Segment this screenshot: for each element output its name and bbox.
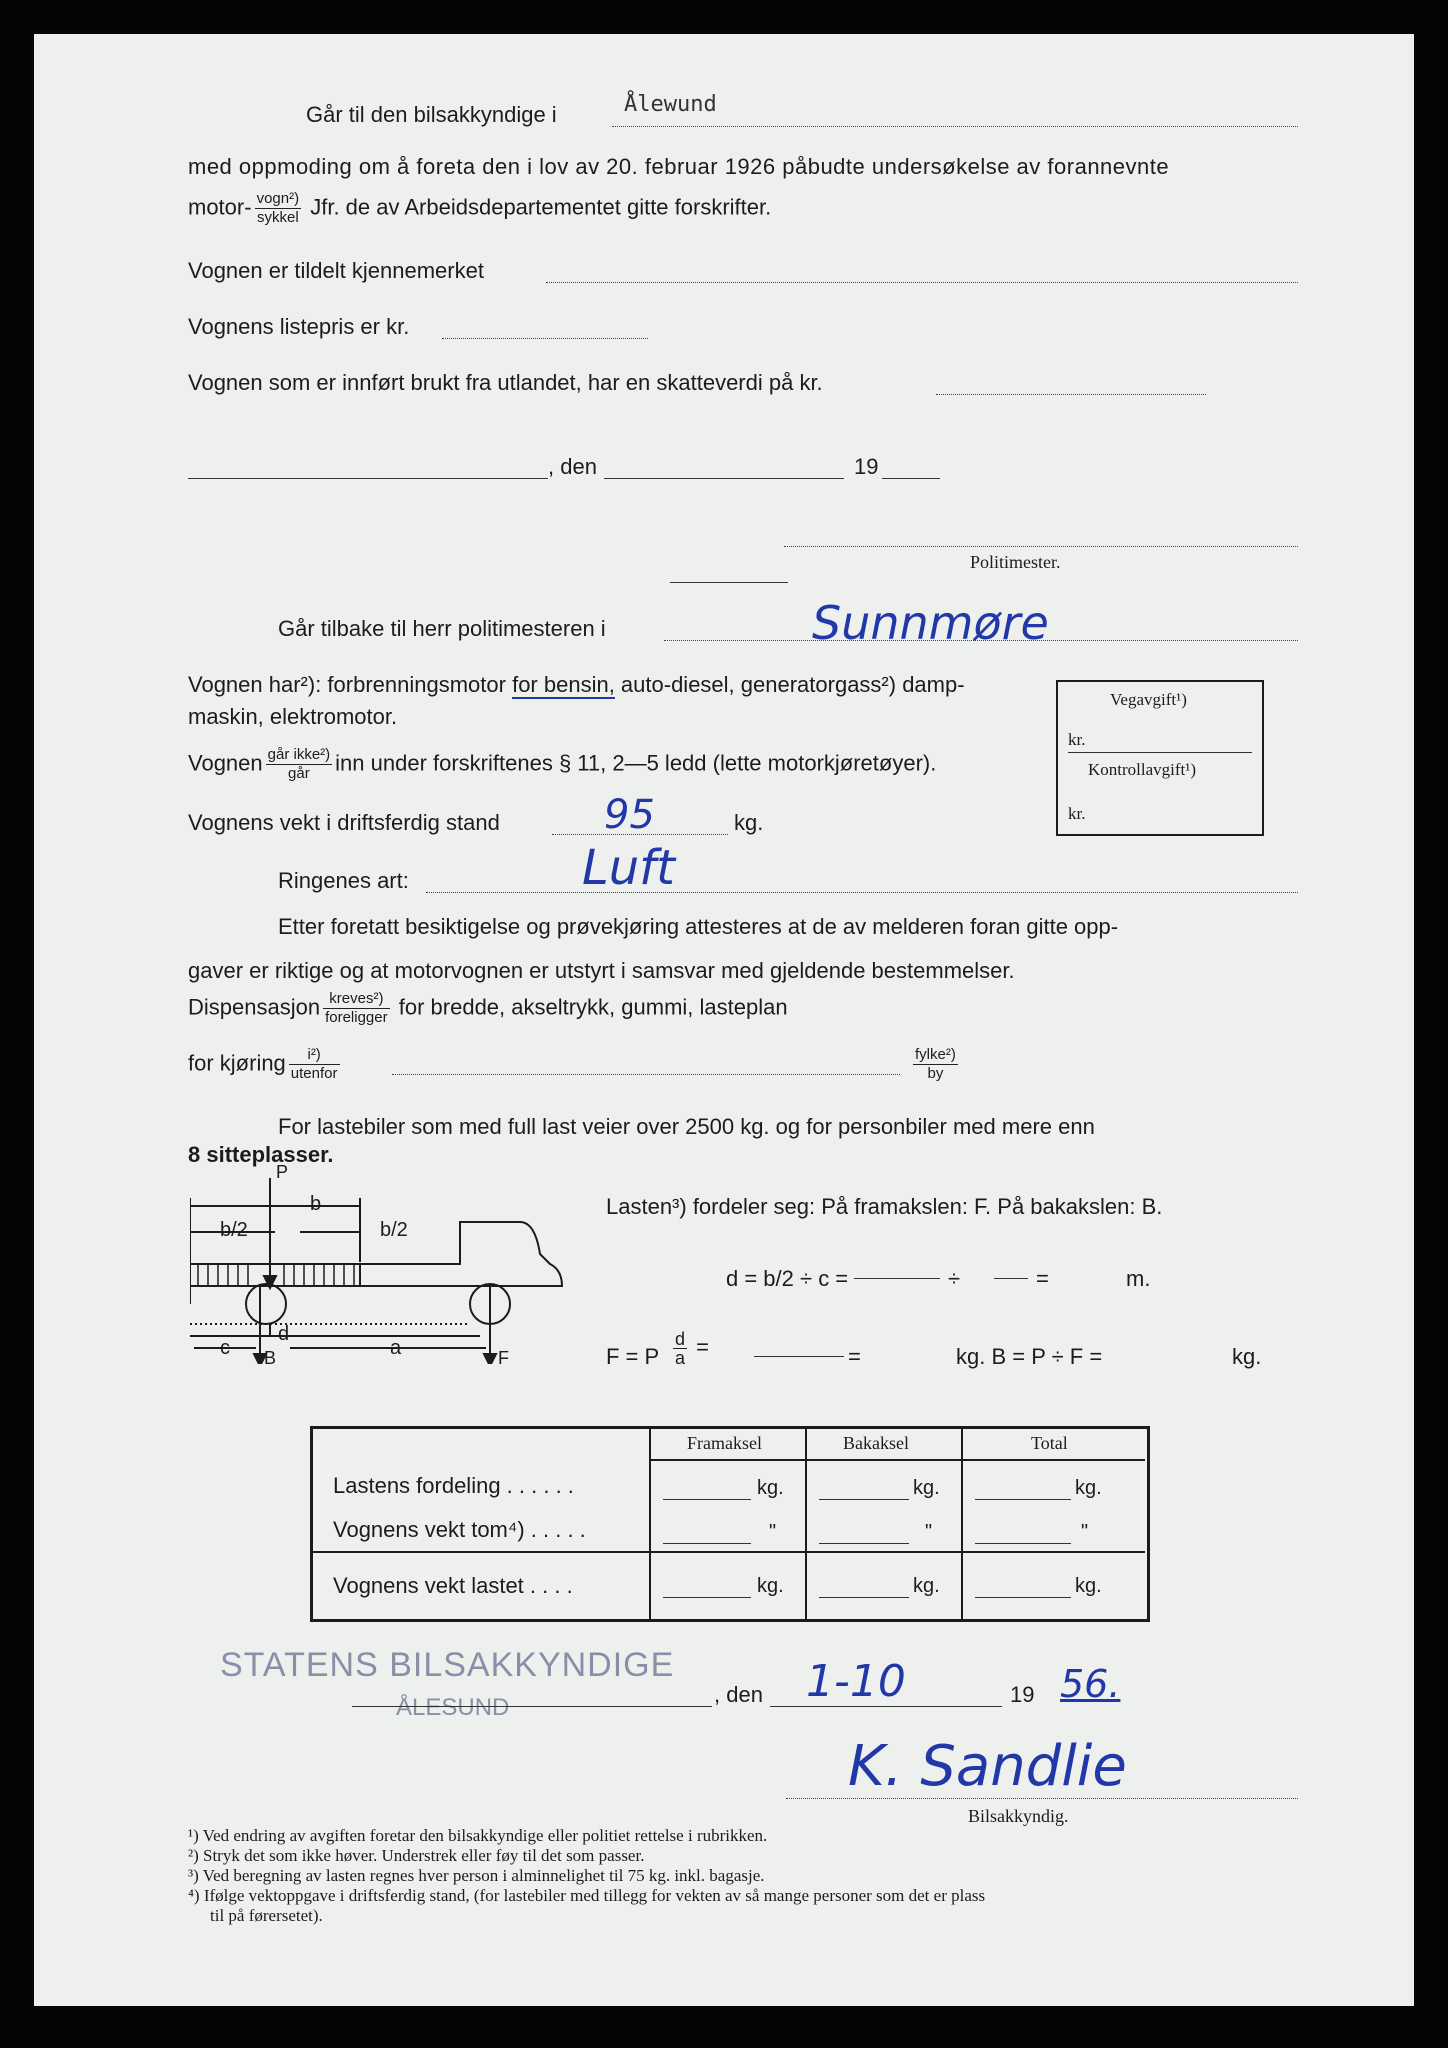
- bilsakkyndig-signature: K. Sandlie: [848, 1734, 1127, 1799]
- d-over-a-fraction: $\frac{d}{a}$: [675, 1329, 686, 1368]
- weight-value: 95: [604, 792, 655, 838]
- diagram-label-d: d: [278, 1323, 290, 1345]
- engine-underlined: for bensin,: [512, 672, 615, 697]
- attest-line1: Etter foretatt besiktigelse og prøvekjøring attesteres at de av melderen foran gitte opp-: [278, 914, 1119, 939]
- table-divider-3: [961, 1429, 963, 1619]
- header-line1: [306, 102, 557, 128]
- row-lastens-fordeling: Lastens fordeling . . . . . .: [333, 1473, 574, 1498]
- fylke-by-fraction: $\frac{\text{fylke²)}}{by}$: [915, 1046, 956, 1082]
- unit-r2-c3: ": [1081, 1521, 1089, 1543]
- year-prefix-2: 19: [1010, 1682, 1035, 1707]
- weight-label: Vognens vekt i driftsferdig stand: [188, 810, 500, 835]
- year-value: 56.: [1060, 1662, 1121, 1706]
- table-row-rule: [313, 1551, 1145, 1553]
- load-distribution-text: Lasten³) fordeler seg: På framakslen: F. På bakakslen: B.: [606, 1194, 1163, 1219]
- stamp-place-line[interactable]: [352, 1706, 712, 1707]
- stamp-line2: ÅLESUND: [396, 1694, 510, 1721]
- footnote-5: til på førersetet).: [210, 1906, 323, 1925]
- row-vekt-tom: Vognens vekt tom⁴) . . . . .: [333, 1517, 586, 1542]
- light-vehicle-line: Vognen $\frac{\text{går ikke²)}}{\text{går}}$ inn under forskriftenes § 11, 2—5 ledd (lette motorkjøretøyer).: [188, 746, 937, 782]
- diagram-label-b2a: b/2: [220, 1219, 248, 1241]
- footnote-4: ⁴) Ifølge vektoppgave i driftsferdig stand, (for lastebiler med tillegg for vekten av så mange personer som det er plass: [188, 1886, 986, 1905]
- attest-line2: gaver er riktige og at motorvognen er utstyrt i samsvar med gjeldende bestemmelser.: [188, 958, 1015, 983]
- diagram-label-p: P: [276, 1164, 289, 1182]
- date-value: 1-10: [806, 1656, 906, 1707]
- unit-r2-c1: ": [769, 1521, 777, 1543]
- cell-r1-c1[interactable]: [663, 1499, 751, 1500]
- formula-f-field1[interactable]: [754, 1356, 844, 1357]
- form-page: [34, 34, 1414, 2006]
- vegavgift-label: Vegavgift¹): [1110, 690, 1187, 709]
- footnote-3: ³) Ved beregning av lasten regnes hver person i alminnelighet til 75 kg. inkl. bagasje.: [188, 1866, 765, 1885]
- cell-r1-c2[interactable]: [819, 1499, 909, 1500]
- footnote-2: ²) Stryk det som ikke høver. Understrek eller føy til det som passer.: [188, 1846, 645, 1865]
- formula-d-eq: =: [1036, 1266, 1049, 1291]
- den-label-1: , den: [548, 454, 597, 479]
- diagram-label-f: F: [498, 1348, 509, 1364]
- driving-line: for kjøring $\frac{\text{i²)}}{\text{utenfor}}$: [188, 1046, 338, 1082]
- unit-r1-c2: kg.: [913, 1477, 940, 1499]
- place-field-1[interactable]: [188, 478, 548, 479]
- formula-d-div: ÷: [948, 1266, 961, 1291]
- date-field-1[interactable]: [604, 478, 844, 479]
- formula-d-field1[interactable]: [854, 1278, 940, 1279]
- diagram-label-bb: B: [264, 1348, 277, 1364]
- gar-fraction: $\frac{\text{går ikke²)}}{\text{går}}$: [267, 746, 331, 782]
- col-total: Total: [1031, 1433, 1068, 1453]
- formula-f-mid: kg. B = P ÷ F =: [956, 1344, 1103, 1369]
- truck-line1: For lastebiler som med full last veier over 2500 kg. og for personbiler med mere enn: [278, 1114, 1095, 1139]
- row-vekt-lastet: Vognens vekt lastet . . . .: [333, 1573, 573, 1598]
- unit-r3-c1: kg.: [757, 1575, 784, 1597]
- formula-d: d = b/2 ÷ c =: [726, 1266, 849, 1291]
- table-divider-1: [649, 1429, 651, 1619]
- diagram-label-a: a: [390, 1337, 402, 1359]
- kontrollavgift-label: Kontrollavgift¹): [1088, 760, 1197, 779]
- skatteverdi-field[interactable]: [936, 394, 1206, 395]
- kontrollavgift-kr: kr.: [1068, 804, 1086, 823]
- table-divider-2: [805, 1429, 807, 1619]
- year-prefix-1: 19: [854, 454, 879, 479]
- cell-r3-c3[interactable]: [975, 1597, 1071, 1598]
- fee-box: [1056, 680, 1264, 836]
- separator-rule: [670, 582, 788, 583]
- unit-r3-c2: kg.: [913, 1575, 940, 1597]
- bilsakkyndig-label: Bilsakkyndig.: [968, 1806, 1069, 1826]
- vogn-sykkel-fraction: $\frac{\text{vogn²)}}{\text{sykkel}}$: [256, 190, 300, 226]
- engine-line2: maskin, elektromotor.: [188, 704, 398, 729]
- cell-r1-c3[interactable]: [975, 1499, 1071, 1500]
- diagram-label-c: c: [220, 1337, 230, 1359]
- den-label-2: , den: [714, 1682, 763, 1707]
- unit-r1-c3: kg.: [1075, 1477, 1102, 1499]
- driving-line-field[interactable]: [392, 1074, 900, 1075]
- return-handwritten-place: Sunnmøre: [812, 596, 1049, 650]
- dispensation-line: Dispensasjon $\frac{\text{kreves²)}}{\text{foreligger}}$ for bredde, akseltrykk, gummi, lasteplan: [188, 990, 788, 1026]
- cell-r2-c2[interactable]: [819, 1543, 909, 1544]
- cell-r2-c1[interactable]: [663, 1543, 751, 1544]
- tires-value: Luft: [582, 840, 675, 896]
- axle-load-diagram: [190, 1164, 600, 1364]
- vegavgift-kr: kr.: [1068, 730, 1086, 749]
- truck-line2: 8 sitteplasser.: [188, 1142, 334, 1167]
- col-framaksel: Framaksel: [687, 1433, 762, 1453]
- engine-line1: Vognen har²): forbrenningsmotor for bensin, auto-diesel, generatorgass²) damp-: [188, 672, 965, 697]
- header-place-line: [612, 126, 1298, 127]
- formula-f-end: kg.: [1232, 1344, 1262, 1369]
- formula-m: m.: [1126, 1266, 1151, 1291]
- formula-d-field2[interactable]: [994, 1278, 1028, 1279]
- diagram-label-b: b: [310, 1193, 322, 1215]
- tires-line: [426, 892, 1298, 893]
- weight-unit: kg.: [734, 810, 764, 835]
- header-typed-place: Ålewund: [624, 92, 717, 117]
- listepris-field[interactable]: [442, 338, 648, 339]
- table-header-rule: [651, 1459, 1145, 1461]
- kjennemerke-label: Vognen er tildelt kjennemerket: [188, 258, 484, 283]
- kjennemerke-field[interactable]: [546, 282, 1298, 283]
- formula-f-eq: =: [848, 1344, 861, 1369]
- tires-label: Ringenes art:: [278, 868, 409, 893]
- cell-r2-c3[interactable]: [975, 1543, 1071, 1544]
- header-prefix: Går til den bilsakkyndige i: [306, 102, 557, 127]
- kreves-fraction: $\frac{\text{kreves²)}}{\text{foreligger}}$: [325, 990, 388, 1026]
- politimester-label: Politimester.: [970, 552, 1061, 572]
- footnote-1: ¹) Ved endring av avgiften foretar den bilsakkyndige eller politiet rettelse i rubrikken.: [188, 1826, 768, 1845]
- fylke-by-fraction-wrap: [910, 1046, 961, 1083]
- i-utenfor-fraction: $\frac{\text{i²)}}{\text{utenfor}}$: [290, 1046, 338, 1082]
- diagram-label-b2b: b/2: [380, 1219, 408, 1241]
- cell-r3-c1[interactable]: [663, 1597, 751, 1598]
- year-field-1[interactable]: [882, 478, 940, 479]
- unit-r2-c2: ": [925, 1521, 933, 1543]
- formula-f: F = P: [606, 1344, 660, 1369]
- unit-r1-c1: kg.: [757, 1477, 784, 1499]
- listepris-label: Vognens listepris er kr.: [188, 314, 410, 339]
- header-line2: med oppmoding om å foreta den i lov av 20. februar 1926 påbudte undersøkelse av forannevnte: [188, 154, 1170, 179]
- load-table: [310, 1426, 1150, 1622]
- return-label: Går tilbake til herr politimesteren i: [278, 616, 606, 641]
- cell-r3-c2[interactable]: [819, 1597, 909, 1598]
- stamp-line1: STATENS BILSAKKYNDIGE: [220, 1646, 675, 1684]
- vegavgift-field[interactable]: [1068, 752, 1252, 753]
- col-bakaksel: Bakaksel: [843, 1433, 909, 1453]
- skatteverdi-label: Vognen som er innført brukt fra utlandet, har en skatteverdi på kr.: [188, 370, 823, 395]
- politimester-signature-line[interactable]: [784, 546, 1298, 547]
- unit-r3-c3: kg.: [1075, 1575, 1102, 1597]
- header-line3: motor- $\frac{\text{vogn²)}}{\text{sykkel}}$ Jfr. de av Arbeidsdepartementet gitte forskrifter.: [188, 190, 772, 226]
- formula-f-fraction-wrap: $\frac{d}{a}$ =: [675, 1329, 709, 1368]
